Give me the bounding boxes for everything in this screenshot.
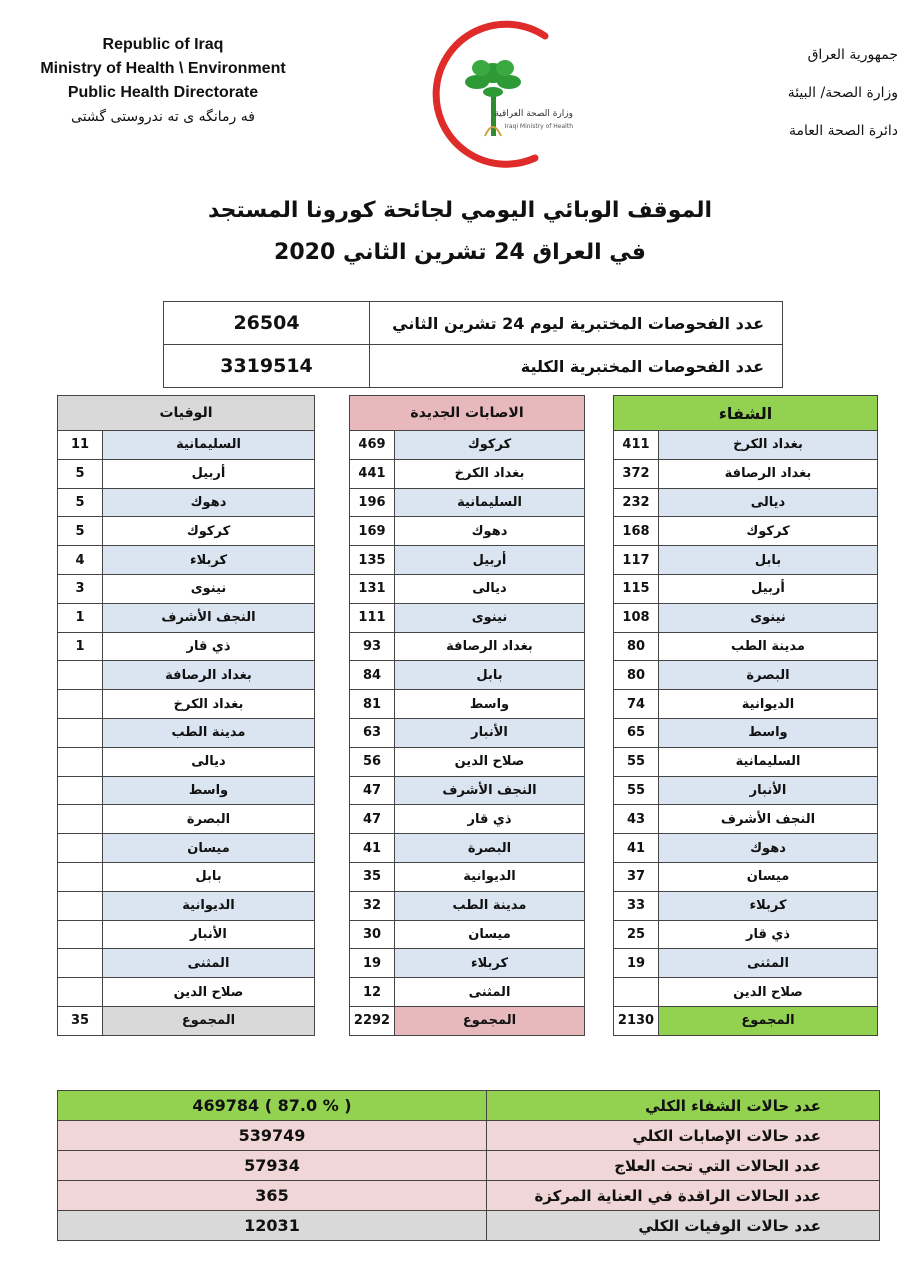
table-row [58, 747, 315, 776]
deaths-header-row [58, 396, 315, 431]
count-cell: 55 [614, 776, 659, 805]
province-cell: واسط [395, 690, 585, 719]
province-cell: واسط [659, 718, 878, 747]
summary-row [58, 1211, 880, 1241]
province-cell: الديوانية [659, 690, 878, 719]
table-row [58, 805, 315, 834]
count-cell: 108 [614, 603, 659, 632]
count-cell: 41 [614, 834, 659, 863]
recovered-header-row [614, 396, 878, 431]
table-row [350, 546, 585, 575]
header-english [18, 33, 308, 129]
lab-tests-table [163, 301, 783, 388]
count-cell: 55 [614, 747, 659, 776]
count-cell: 30 [350, 920, 395, 949]
header-ar-line-2: وزارة الصحة/ البيئة [787, 85, 898, 101]
recovered-total-row [614, 1006, 878, 1035]
count-cell: 47 [350, 776, 395, 805]
table-row [614, 834, 878, 863]
count-cell [58, 776, 103, 805]
province-cell: السليمانية [659, 747, 878, 776]
table-row [350, 891, 585, 920]
count-cell: 411 [614, 431, 659, 460]
province-cell: بغداد الرصافة [395, 632, 585, 661]
table-row [614, 862, 878, 891]
summary-label: عدد الحالات الراقدة في العناية المركزة [487, 1181, 880, 1211]
province-cell: صلاح الدين [659, 978, 878, 1007]
count-cell [58, 718, 103, 747]
province-cell: واسط [103, 776, 315, 805]
table-row [350, 488, 585, 517]
count-cell: 115 [614, 574, 659, 603]
count-cell: 33 [614, 891, 659, 920]
province-cell: الأنبار [395, 718, 585, 747]
province-cell: المثنى [395, 978, 585, 1007]
count-cell: 131 [350, 574, 395, 603]
table-row [350, 574, 585, 603]
count-cell [58, 834, 103, 863]
new_cases-header: الاصابات الجديدة [350, 396, 585, 431]
count-cell: 65 [614, 718, 659, 747]
count-cell: 93 [350, 632, 395, 661]
new_cases-total-row [350, 1006, 585, 1035]
table-row [350, 431, 585, 460]
table-row [58, 718, 315, 747]
table-row [58, 632, 315, 661]
summary-row [58, 1151, 880, 1181]
table-row [614, 949, 878, 978]
province-cell: الأنبار [659, 776, 878, 805]
table-row [614, 546, 878, 575]
header-en-line-2: Ministry of Health \ Environment [40, 60, 286, 77]
table-row [350, 747, 585, 776]
table-row [350, 776, 585, 805]
table-row [614, 978, 878, 1007]
count-cell: 63 [350, 718, 395, 747]
summary-label: عدد الحالات التي تحت العلاج [487, 1151, 880, 1181]
count-cell [58, 862, 103, 891]
count-cell: 81 [350, 690, 395, 719]
count-cell: 74 [614, 690, 659, 719]
table-row [350, 862, 585, 891]
province-cell: ميسان [103, 834, 315, 863]
summary-label: عدد حالات الشفاء الكلي [487, 1091, 880, 1121]
count-cell: 19 [614, 949, 659, 978]
summary-value: 12031 [58, 1211, 487, 1241]
province-cell: بغداد الرصافة [659, 459, 878, 488]
province-cell: ميسان [659, 862, 878, 891]
count-cell: 5 [58, 517, 103, 546]
table-row [614, 920, 878, 949]
province-cell: البصرة [395, 834, 585, 863]
count-cell: 469 [350, 431, 395, 460]
summary-value: 469784 ( 87.0 % ) [58, 1091, 487, 1121]
count-cell: 41 [350, 834, 395, 863]
table-row [350, 834, 585, 863]
count-cell: 80 [614, 661, 659, 690]
header-arabic [678, 36, 898, 150]
count-cell: 117 [614, 546, 659, 575]
summary-row [58, 1181, 880, 1211]
province-cell: بغداد الكرخ [659, 431, 878, 460]
header-ar-line-3: دائرة الصحة العامة [789, 123, 898, 139]
table-row [350, 949, 585, 978]
table-row [350, 632, 585, 661]
province-cell: نينوى [395, 603, 585, 632]
count-cell [58, 978, 103, 1007]
table-row [614, 459, 878, 488]
total-tests-label: عدد الفحوصات المختبرية الكلية [370, 345, 783, 388]
deaths-header: الوفيات [58, 396, 315, 431]
table-row [58, 488, 315, 517]
new_cases-header-row [350, 396, 585, 431]
province-cell: النجف الأشرف [395, 776, 585, 805]
table-row [614, 632, 878, 661]
province-cell: البصرة [659, 661, 878, 690]
province-cell: ميسان [395, 920, 585, 949]
table-row [350, 718, 585, 747]
count-cell: 168 [614, 517, 659, 546]
summary-row [58, 1091, 880, 1121]
table-row [614, 488, 878, 517]
count-cell [58, 690, 103, 719]
province-cell: الديوانية [395, 862, 585, 891]
count-cell: 25 [614, 920, 659, 949]
table-row [58, 546, 315, 575]
count-cell: 111 [350, 603, 395, 632]
province-cell: دهوك [395, 517, 585, 546]
summary-table [57, 1090, 880, 1241]
province-cell: الديوانية [103, 891, 315, 920]
count-cell: 43 [614, 805, 659, 834]
table-row [350, 459, 585, 488]
province-cell: صلاح الدين [103, 978, 315, 1007]
logo-arabic-text: وزارة الصحة العراقية [494, 109, 573, 119]
count-cell: 441 [350, 459, 395, 488]
province-cell: بابل [395, 661, 585, 690]
table-row [58, 459, 315, 488]
province-cell: النجف الأشرف [103, 603, 315, 632]
table-row [58, 834, 315, 863]
count-cell: 196 [350, 488, 395, 517]
table-row [614, 661, 878, 690]
total-tests-row [164, 345, 783, 388]
table-row [58, 574, 315, 603]
table-row [58, 603, 315, 632]
province-cell: صلاح الدين [395, 747, 585, 776]
table-row [350, 690, 585, 719]
table-row [614, 690, 878, 719]
new-cases-table [349, 395, 585, 1036]
count-cell: 1 [58, 603, 103, 632]
deaths-total-value: 35 [58, 1006, 103, 1035]
province-cell: بغداد الرصافة [103, 661, 315, 690]
count-cell: 56 [350, 747, 395, 776]
palm-tree-icon [425, 18, 595, 168]
count-cell: 47 [350, 805, 395, 834]
province-cell: ذي قار [395, 805, 585, 834]
count-cell: 3 [58, 574, 103, 603]
recovered-table [613, 395, 878, 1036]
count-cell: 11 [58, 431, 103, 460]
province-cell: المثنى [103, 949, 315, 978]
table-row [58, 517, 315, 546]
daily-tests-value: 26504 [164, 302, 370, 345]
summary-value: 365 [58, 1181, 487, 1211]
province-cell: نينوى [659, 603, 878, 632]
table-row [614, 718, 878, 747]
province-cell: ديالى [659, 488, 878, 517]
province-cell: كربلاء [395, 949, 585, 978]
province-cell: مدينة الطب [395, 891, 585, 920]
table-row [58, 920, 315, 949]
table-row [58, 862, 315, 891]
count-cell: 19 [350, 949, 395, 978]
total-tests-value: 3319514 [164, 345, 370, 388]
table-row [614, 574, 878, 603]
province-cell: كربلاء [103, 546, 315, 575]
summary-label: عدد حالات الوفيات الكلي [487, 1211, 880, 1241]
province-cell: النجف الأشرف [659, 805, 878, 834]
count-cell: 372 [614, 459, 659, 488]
table-row [614, 805, 878, 834]
table-row [58, 978, 315, 1007]
province-cell: مدينة الطب [659, 632, 878, 661]
recovered-header: الشفاء [614, 396, 878, 431]
count-cell: 135 [350, 546, 395, 575]
count-cell: 12 [350, 978, 395, 1007]
report-date-line: في العراق 24 تشرين الثاني 2020 [274, 240, 646, 265]
province-cell: كركوك [659, 517, 878, 546]
count-cell: 5 [58, 488, 103, 517]
province-cell: بابل [659, 546, 878, 575]
count-cell: 169 [350, 517, 395, 546]
summary-value: 539749 [58, 1121, 487, 1151]
province-cell: كركوك [395, 431, 585, 460]
table-row [350, 603, 585, 632]
deaths-table [57, 395, 315, 1036]
table-row [614, 776, 878, 805]
province-cell: دهوك [659, 834, 878, 863]
count-cell: 232 [614, 488, 659, 517]
recovered-total-label: المجموع [659, 1006, 878, 1035]
province-cell: البصرة [103, 805, 315, 834]
report-title: الموقف الوبائي اليومي لجائحة كورونا المستجد [207, 198, 713, 223]
table-row [614, 517, 878, 546]
count-cell: 84 [350, 661, 395, 690]
count-cell: 4 [58, 546, 103, 575]
province-cell: ديالى [395, 574, 585, 603]
count-cell: 35 [350, 862, 395, 891]
table-row [58, 431, 315, 460]
daily-tests-label: عدد الفحوصات المختبرية ليوم 24 تشرين الثاني [370, 302, 783, 345]
province-cell: نينوى [103, 574, 315, 603]
province-cell: أربيل [659, 574, 878, 603]
table-row [350, 661, 585, 690]
deaths-total-label: المجموع [103, 1006, 315, 1035]
province-cell: السليمانية [103, 431, 315, 460]
table-row [350, 920, 585, 949]
province-cell: ديالى [103, 747, 315, 776]
new_cases-total-label: المجموع [395, 1006, 585, 1035]
province-cell: كربلاء [659, 891, 878, 920]
deaths-total-row [58, 1006, 315, 1035]
province-cell: كركوك [103, 517, 315, 546]
count-cell [58, 949, 103, 978]
header-en-line-1: Republic of Iraq [102, 36, 224, 53]
count-cell [58, 747, 103, 776]
province-cell: بابل [103, 862, 315, 891]
table-row [350, 978, 585, 1007]
count-cell: 37 [614, 862, 659, 891]
ministry-logo [425, 18, 595, 168]
province-cell: المثنى [659, 949, 878, 978]
table-row [614, 431, 878, 460]
count-cell [614, 978, 659, 1007]
province-cell: بغداد الكرخ [395, 459, 585, 488]
province-cell: مدينة الطب [103, 718, 315, 747]
table-row [350, 517, 585, 546]
table-row [614, 891, 878, 920]
summary-value: 57934 [58, 1151, 487, 1181]
count-cell: 80 [614, 632, 659, 661]
province-cell: ذي قار [659, 920, 878, 949]
table-row [58, 776, 315, 805]
logo-english-text: Iraqi Ministry of Health [504, 123, 573, 130]
province-cell: دهوك [103, 488, 315, 517]
table-row [58, 690, 315, 719]
count-cell: 5 [58, 459, 103, 488]
daily-tests-row [164, 302, 783, 345]
table-row [614, 603, 878, 632]
header-ar-line-1: جمهورية العراق [807, 47, 898, 63]
province-cell: أربيل [103, 459, 315, 488]
table-row [58, 661, 315, 690]
province-cell: أربيل [395, 546, 585, 575]
header-en-line-3: Public Health Directorate [67, 84, 259, 101]
header-kurdish-line: فه رمانگه ى ته ندروستى گشتى [71, 109, 255, 125]
count-cell [58, 891, 103, 920]
province-cell: ذي قار [103, 632, 315, 661]
province-cell: الأنبار [103, 920, 315, 949]
province-cell: السليمانية [395, 488, 585, 517]
table-row [614, 747, 878, 776]
summary-label: عدد حالات الإصابات الكلي [487, 1121, 880, 1151]
table-row [58, 891, 315, 920]
count-cell: 32 [350, 891, 395, 920]
recovered-total-value: 2130 [614, 1006, 659, 1035]
province-cell: بغداد الكرخ [103, 690, 315, 719]
count-cell [58, 920, 103, 949]
summary-row [58, 1121, 880, 1151]
new_cases-total-value: 2292 [350, 1006, 395, 1035]
count-cell [58, 661, 103, 690]
count-cell [58, 805, 103, 834]
count-cell: 1 [58, 632, 103, 661]
table-row [350, 805, 585, 834]
table-row [58, 949, 315, 978]
